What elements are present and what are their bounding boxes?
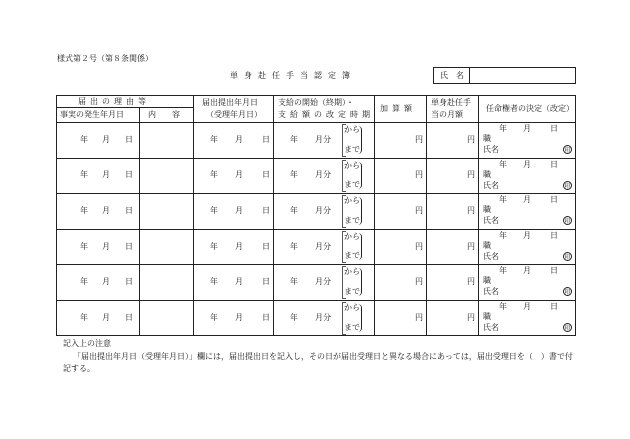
- filed-month: 月: [235, 241, 243, 251]
- name-label: 氏 名: [440, 71, 464, 80]
- bracket-right: [358, 197, 362, 225]
- pay-year: 年: [290, 312, 298, 322]
- decision-year: 年: [499, 124, 507, 133]
- bracket-right: [358, 304, 362, 332]
- header-addition: 加算額: [380, 104, 416, 113]
- decision-post: 職: [483, 240, 491, 250]
- bracket-bottom: [342, 298, 346, 299]
- occurrence-day: 日: [125, 170, 133, 180]
- form-title: 単身赴任手当認定簿: [230, 71, 356, 80]
- pay-from: から: [344, 303, 360, 312]
- filed-year: 年: [210, 241, 218, 251]
- pay-year: 年: [290, 241, 298, 251]
- pay-year: 年: [290, 206, 298, 215]
- pay-month: 月分: [315, 206, 331, 215]
- pay-month: 月分: [315, 170, 331, 180]
- filed-month: 月: [235, 312, 243, 322]
- occurrence-day: 日: [125, 241, 133, 251]
- header-decision: 任命権者の決定（改定）: [486, 104, 574, 113]
- pay-until: まで: [344, 251, 360, 261]
- pay-year: 年: [290, 134, 298, 144]
- bracket-left: [342, 124, 343, 156]
- decision-day: 日: [550, 266, 558, 276]
- decision-name: 氏名: [483, 287, 499, 297]
- decision-year: 年: [499, 302, 507, 311]
- filed-year: 年: [210, 206, 218, 215]
- filed-day: 日: [262, 241, 270, 251]
- bracket-left: [342, 231, 343, 263]
- addition-yen: 円: [415, 277, 423, 287]
- addition-yen: 円: [415, 134, 423, 144]
- bracket-bottom: [342, 334, 346, 335]
- decision-year: 年: [499, 266, 507, 276]
- decision-day: 日: [550, 159, 558, 169]
- filed-month: 月: [235, 277, 243, 287]
- occurrence-month: 月: [102, 206, 110, 215]
- decision-month: 月: [523, 230, 531, 240]
- notes-heading: 記入上の注意: [63, 339, 111, 348]
- bracket-bottom: [342, 262, 346, 263]
- header-pay-period-2: 支給額の改定時期: [278, 110, 374, 119]
- decision-name: 氏名: [483, 180, 499, 190]
- bracket-right: [358, 162, 362, 190]
- header-monthly: 単身赴任手: [431, 98, 471, 107]
- pay-from: から: [344, 231, 360, 241]
- header-filed-date-note: （受理年月日）: [206, 110, 262, 119]
- decision-month: 月: [523, 266, 531, 276]
- decision-day: 日: [550, 195, 558, 205]
- pay-from: から: [344, 160, 360, 170]
- decision-month: 月: [523, 195, 531, 205]
- decision-month: 月: [523, 159, 531, 169]
- occurrence-month: 月: [102, 170, 110, 180]
- header-subdivider: [56, 107, 193, 108]
- notes-line-1: 「届出提出年月日（受理年月日）」欄には，届出提出日を記入し，その日が届出受理日と異なる場合にあっては，届出受理日を（ ）書で付: [73, 352, 573, 361]
- bracket-left: [342, 195, 343, 227]
- filed-day: 日: [262, 170, 270, 180]
- filed-day: 日: [262, 312, 270, 322]
- filed-day: 日: [262, 134, 270, 144]
- pay-from: から: [344, 267, 360, 277]
- bracket-bottom: [342, 227, 346, 228]
- decision-post: 職: [483, 169, 491, 179]
- bracket-right: [358, 126, 362, 154]
- filed-year: 年: [210, 134, 218, 144]
- addition-yen: 円: [415, 170, 423, 180]
- decision-name: 氏名: [483, 145, 499, 154]
- decision-year: 年: [499, 195, 507, 205]
- occurrence-month: 月: [102, 134, 110, 144]
- decision-post: 職: [483, 205, 491, 215]
- decision-day: 日: [550, 124, 558, 133]
- occurrence-day: 日: [125, 277, 133, 287]
- pay-until: まで: [344, 215, 360, 225]
- bracket-right: [358, 268, 362, 296]
- filed-month: 月: [235, 134, 243, 144]
- monthly-yen: 円: [467, 277, 475, 287]
- seal-icon: 印: [564, 289, 571, 297]
- decision-month: 月: [523, 124, 531, 133]
- pay-year: 年: [290, 277, 298, 287]
- monthly-yen: 円: [467, 206, 475, 215]
- occurrence-year: 年: [80, 312, 88, 322]
- pay-from: から: [344, 125, 360, 134]
- decision-post: 職: [483, 312, 491, 321]
- decision-name: 氏名: [483, 323, 499, 332]
- seal-icon: 印: [564, 325, 571, 332]
- pay-until: まで: [344, 322, 360, 332]
- seal-icon: 印: [564, 147, 571, 154]
- addition-yen: 円: [415, 241, 423, 251]
- decision-post: 職: [483, 276, 491, 286]
- occurrence-year: 年: [80, 241, 88, 251]
- pay-month: 月分: [315, 241, 331, 251]
- header-pay-period: 支給の開始（終期）・: [278, 98, 354, 107]
- occurrence-month: 月: [102, 277, 110, 287]
- filed-year: 年: [210, 277, 218, 287]
- pay-until: まで: [344, 144, 360, 154]
- occurrence-year: 年: [80, 170, 88, 180]
- decision-name: 氏名: [483, 216, 499, 226]
- filed-month: 月: [235, 206, 243, 215]
- addition-yen: 円: [415, 312, 423, 322]
- occurrence-month: 月: [102, 241, 110, 251]
- decision-day: 日: [550, 302, 558, 311]
- occurrence-day: 日: [125, 134, 133, 144]
- bracket-bottom: [342, 156, 346, 157]
- seal-icon: 印: [564, 253, 571, 261]
- occurrence-year: 年: [80, 134, 88, 144]
- seal-icon: 印: [564, 218, 571, 226]
- occurrence-year: 年: [80, 277, 88, 287]
- header-reason: 届出の理由等: [78, 97, 150, 106]
- bracket-bottom: [342, 191, 346, 192]
- monthly-yen: 円: [467, 170, 475, 180]
- decision-day: 日: [550, 230, 558, 240]
- decision-post: 職: [483, 134, 491, 143]
- header-filed-date: 届出提出年月日: [202, 98, 258, 107]
- form-number: 様式第２号（第８条関係）: [57, 54, 153, 63]
- occurrence-year: 年: [80, 206, 88, 215]
- decision-year: 年: [499, 230, 507, 240]
- header-occurrence-date: 事実の発生年月日: [60, 110, 124, 119]
- monthly-yen: 円: [467, 134, 475, 144]
- occurrence-month: 月: [102, 312, 110, 322]
- decision-month: 月: [523, 302, 531, 311]
- bracket-left: [342, 266, 343, 298]
- addition-yen: 円: [415, 206, 423, 215]
- decision-year: 年: [499, 159, 507, 169]
- filed-day: 日: [262, 206, 270, 215]
- decision-name: 氏名: [483, 251, 499, 261]
- filed-month: 月: [235, 170, 243, 180]
- occurrence-day: 日: [125, 206, 133, 215]
- bracket-left: [342, 302, 343, 334]
- pay-from: から: [344, 196, 360, 206]
- pay-until: まで: [344, 180, 360, 190]
- pay-month: 月分: [315, 312, 331, 322]
- filed-year: 年: [210, 312, 218, 322]
- seal-icon: 印: [564, 182, 571, 190]
- occurrence-day: 日: [125, 312, 133, 322]
- notes-line-2: 記する。: [63, 364, 95, 373]
- monthly-yen: 円: [467, 241, 475, 251]
- header-monthly-2: 当の月額: [431, 110, 463, 119]
- pay-year: 年: [290, 170, 298, 180]
- filed-day: 日: [262, 277, 270, 287]
- filed-year: 年: [210, 170, 218, 180]
- pay-until: まで: [344, 287, 360, 296]
- bracket-right: [358, 233, 362, 261]
- monthly-yen: 円: [467, 312, 475, 322]
- bracket-left: [342, 160, 343, 192]
- header-content: 内 容: [148, 110, 180, 119]
- pay-month: 月分: [315, 134, 331, 144]
- pay-month: 月分: [315, 277, 331, 287]
